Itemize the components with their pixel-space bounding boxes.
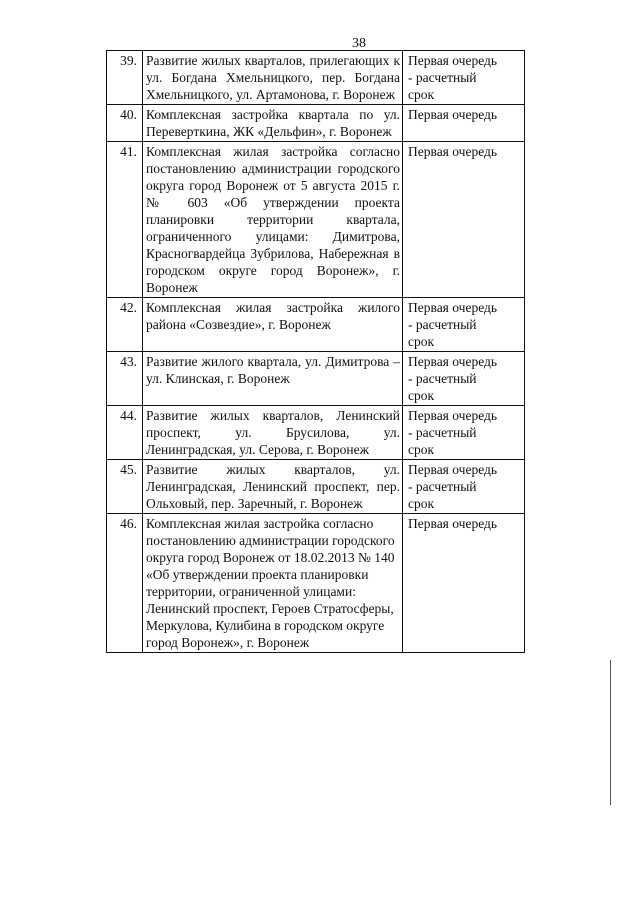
- row-number: 43.: [107, 352, 143, 406]
- table-row: [107, 142, 525, 298]
- implementation-stage: [403, 142, 525, 298]
- project-name: Развитие жилых кварталов, ул. Ленинградская, Ленинский проспект, пер. Ольховый, пер. Заречный, г. Воронеж: [143, 460, 403, 514]
- stage-line: срок: [408, 442, 435, 457]
- stage-line: Первая очередь: [408, 408, 498, 423]
- implementation-stage: [403, 406, 525, 460]
- implementation-stage: [403, 514, 525, 653]
- stage-line: - расчетный: [408, 317, 477, 332]
- stage-line: Первая очередь: [408, 462, 498, 477]
- table-row: [107, 460, 525, 514]
- table-row: [107, 514, 525, 653]
- table-row: [107, 406, 525, 460]
- row-number: 40.: [107, 105, 143, 142]
- row-number: 45.: [107, 460, 143, 514]
- implementation-stage: [403, 298, 525, 352]
- project-name: Развитие жилого квартала, ул. Димитрова – ул. Клинская, г. Воронеж: [143, 352, 403, 406]
- table-row: [107, 298, 525, 352]
- scan-margin-line: [610, 660, 611, 805]
- implementation-stage: [403, 460, 525, 514]
- stage-line: Первая очередь: [408, 144, 498, 159]
- stage-line: - расчетный: [408, 70, 477, 85]
- project-name: Развитие жилых кварталов, прилегающих к ул. Богдана Хмельницкого, пер. Богдана Хмельницкого, ул. Артамонова, г. Воронеж: [143, 51, 403, 105]
- row-number: 41.: [107, 142, 143, 298]
- stage-line: срок: [408, 334, 435, 349]
- project-name: Развитие жилых кварталов, Ленинский проспект, ул. Брусилова, ул. Ленинградская, ул. Серова, г. Воронеж: [143, 406, 403, 460]
- row-number: 44.: [107, 406, 143, 460]
- stage-line: срок: [408, 87, 435, 102]
- stage-line: Первая очередь: [408, 53, 498, 68]
- table-row: [107, 352, 525, 406]
- project-name: Комплексная жилая застройка согласно постановлению администрации городского округа город Воронеж от 18.02.2013 № 140 «Об утверждении проекта планировки территории, ограниченной улицами: Ленинский проспект, Героев Стратосферы, Меркулова, Кулибина в городском округе город Воронеж», г. Воронеж: [143, 514, 403, 653]
- row-number: 39.: [107, 51, 143, 105]
- stage-line: Первая очередь: [408, 107, 498, 122]
- project-name: Комплексная жилая застройка согласно постановлению администрации городского округа город Воронеж от 5 августа 2015 г. № 603 «Об утверждении проекта планировки территории квартала, ограниченного улицами: Димитрова, Красногвардейца Зубрилова, Набережная в городском округе город Воронеж», г. Воронеж: [143, 142, 403, 298]
- row-number: 42.: [107, 298, 143, 352]
- row-number: 46.: [107, 514, 143, 653]
- stage-line: срок: [408, 496, 435, 511]
- stage-line: Первая очередь: [408, 300, 498, 315]
- table-row: [107, 105, 525, 142]
- stage-line: Первая очередь: [408, 516, 498, 531]
- stage-line: срок: [408, 388, 435, 403]
- stage-line: - расчетный: [408, 425, 477, 440]
- implementation-stage: [403, 352, 525, 406]
- page-number: 38: [352, 36, 366, 51]
- stage-line: - расчетный: [408, 479, 477, 494]
- project-name: Комплексная застройка квартала по ул. Переверткина, ЖК «Дельфин», г. Воронеж: [143, 105, 403, 142]
- table-row: [107, 51, 525, 105]
- implementation-stage: [403, 51, 525, 105]
- implementation-stage: [403, 105, 525, 142]
- stage-line: - расчетный: [408, 371, 477, 386]
- project-name: Комплексная жилая застройка жилого района «Созвездие», г. Воронеж: [143, 298, 403, 352]
- development-plan-table: [106, 50, 525, 653]
- stage-line: Первая очередь: [408, 354, 498, 369]
